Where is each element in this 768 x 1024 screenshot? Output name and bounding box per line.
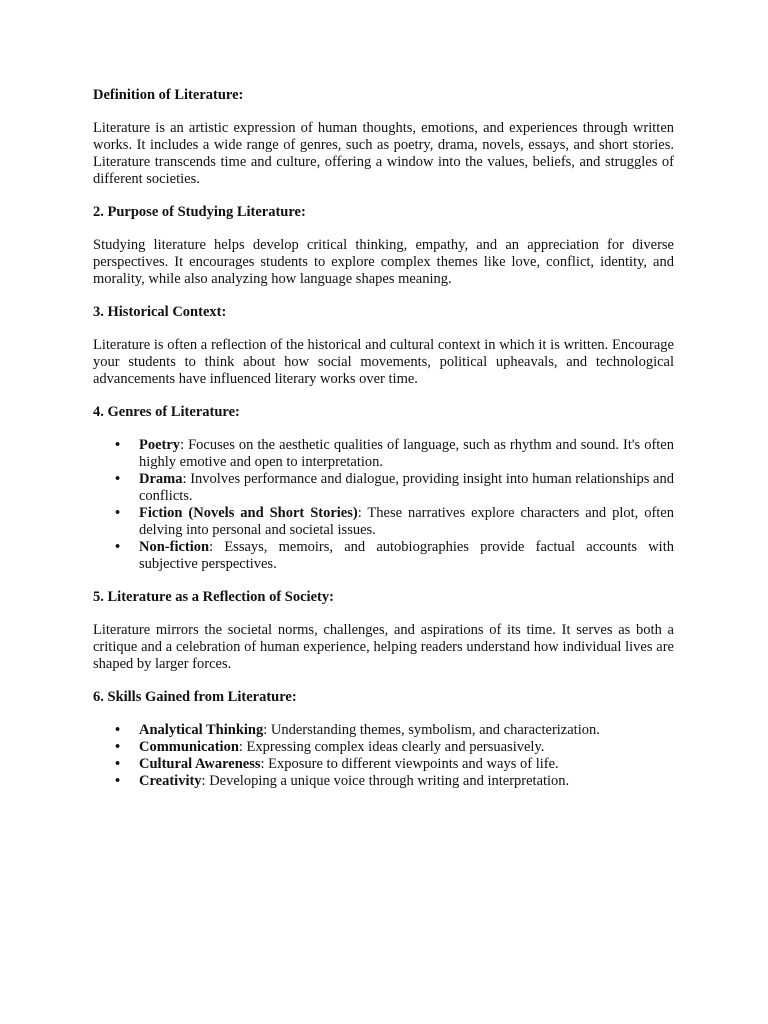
skills-list (93, 722, 674, 790)
bullet-icon: • (115, 722, 121, 738)
list-item (115, 773, 674, 790)
bullet-icon: • (115, 437, 121, 453)
list-item-term: Cultural Awareness (139, 756, 261, 772)
bullet-icon: • (115, 505, 121, 521)
list-item-term: Poetry (139, 437, 181, 453)
list-item (115, 756, 674, 773)
list-item (115, 722, 674, 739)
section-heading-definition: Definition of Literature: (93, 87, 244, 103)
list-item-text: : Understanding themes, symbolism, and characterization. (263, 722, 600, 738)
section-paragraph-reflection-of-society: Literature mirrors the societal norms, challenges, and aspirations of its time. It serves as both a critique and a celebration of human experience, helping readers understand how individual lives are shaped by larger forces. (93, 622, 674, 672)
list-item (115, 505, 674, 539)
section-heading-reflection-of-society: 5. Literature as a Reflection of Society: (93, 589, 334, 605)
section-heading-genres: 4. Genres of Literature: (93, 404, 240, 420)
list-item (115, 539, 674, 573)
list-item-text: : Exposure to different viewpoints and ways of life. (260, 756, 559, 772)
bullet-icon: • (115, 471, 121, 487)
list-item-term: Non-fiction (139, 539, 210, 555)
list-item-term: Drama (139, 471, 183, 487)
list-item-text: : Involves performance and dialogue, providing insight into human relationships and conflicts. (139, 471, 674, 504)
list-item (115, 437, 674, 471)
genres-list (93, 437, 674, 573)
section-heading-purpose: 2. Purpose of Studying Literature: (93, 204, 306, 220)
bullet-icon: • (115, 773, 121, 789)
section-paragraph-definition: Literature is an artistic expression of human thoughts, emotions, and experiences through written works. It includes a wide range of genres, such as poetry, drama, novels, essays, and short stories. Literature transcends time and culture, offering a window into the values, beliefs, and struggles of different societies. (93, 120, 674, 187)
bullet-icon: • (115, 739, 121, 755)
list-item-term: Communication (139, 739, 239, 755)
section-paragraph-purpose: Studying literature helps develop critical thinking, empathy, and an appreciation for diverse perspectives. It encourages students to explore complex themes like love, conflict, identity, and morality, while also analyzing how language shapes meaning. (93, 237, 674, 287)
list-item-text: : Focuses on the aesthetic qualities of language, such as rhythm and sound. It's often highly emotive and open to interpretation. (139, 437, 674, 470)
bullet-icon: • (115, 539, 121, 555)
list-item-term: Analytical Thinking (139, 722, 264, 738)
list-item-term: Fiction (Novels and Short Stories) (139, 505, 358, 521)
document-body (93, 87, 674, 806)
section-heading-skills: 6. Skills Gained from Literature: (93, 689, 297, 705)
list-item-text: : These narratives explore characters and plot, often delving into personal and societal issues. (139, 505, 674, 538)
bullet-icon: • (115, 756, 121, 772)
list-item-text: : Expressing complex ideas clearly and persuasively. (238, 739, 545, 755)
list-item-text: : Developing a unique voice through writing and interpretation. (201, 773, 570, 789)
section-paragraph-historical-context: Literature is often a reflection of the historical and cultural context in which it is written. Encourage your students to think about how social movements, political upheavals, and technological advancements have influenced literary works over time. (93, 337, 674, 387)
list-item (115, 471, 674, 505)
list-item (115, 739, 674, 756)
list-item-text: : Essays, memoirs, and autobiographies provide factual accounts with subjective perspectives. (139, 539, 674, 572)
section-heading-historical-context: 3. Historical Context: (93, 304, 227, 320)
list-item-term: Creativity (139, 773, 202, 789)
